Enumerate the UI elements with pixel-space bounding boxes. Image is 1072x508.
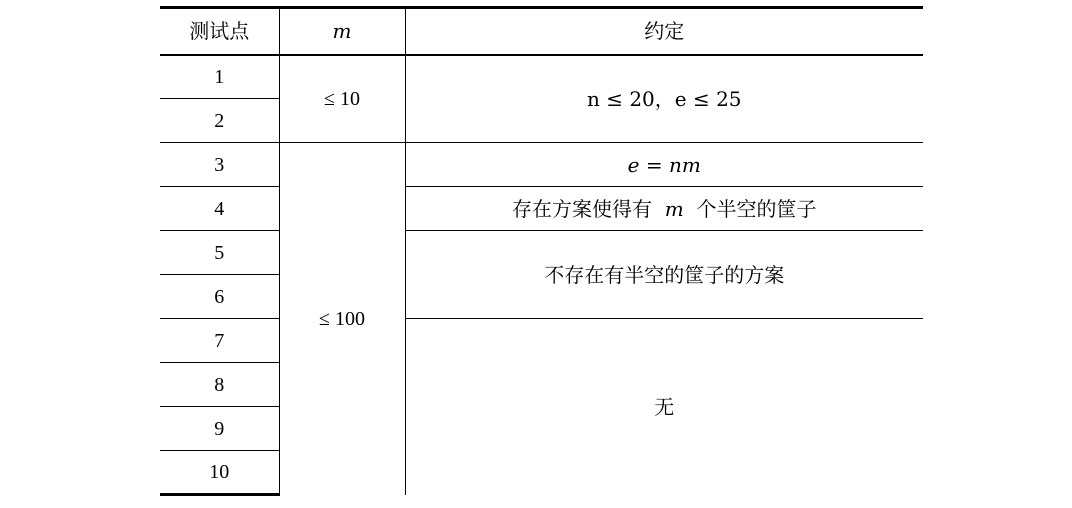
test-point-cell: 6 bbox=[160, 275, 279, 319]
test-point-cell: 2 bbox=[160, 99, 279, 143]
m-range-cell: ≤ 100 bbox=[279, 143, 405, 495]
convention-cell bbox=[405, 187, 923, 231]
convention-cell bbox=[405, 55, 923, 143]
header-convention: 约定 bbox=[405, 8, 923, 55]
constraint-table bbox=[160, 6, 923, 496]
table-row bbox=[160, 231, 923, 275]
convention-var-m: m bbox=[664, 196, 684, 221]
convention-text-before: 存在方案使得有 bbox=[512, 196, 653, 221]
test-point-cell: 9 bbox=[160, 407, 279, 451]
table-row bbox=[160, 187, 923, 231]
header-test-point: 测试点 bbox=[160, 8, 279, 55]
convention-cell: 无 bbox=[405, 319, 923, 495]
convention-cell: e = nm bbox=[405, 143, 923, 187]
test-point-cell: 3 bbox=[160, 143, 279, 187]
test-point-cell: 8 bbox=[160, 363, 279, 407]
table-row bbox=[160, 143, 923, 187]
convention-text: n ≤ 20，e ≤ 25 bbox=[586, 86, 742, 111]
m-range-cell: ≤ 10 bbox=[279, 55, 405, 143]
test-point-cell: 7 bbox=[160, 319, 279, 363]
test-point-cell: 5 bbox=[160, 231, 279, 275]
convention-text-after: 个半空的筐子 bbox=[696, 196, 817, 221]
convention-cell: 不存在有半空的筐子的方案 bbox=[405, 231, 923, 319]
table-row bbox=[160, 55, 923, 99]
test-point-cell: 4 bbox=[160, 187, 279, 231]
header-m: m bbox=[279, 8, 405, 55]
table-row bbox=[160, 319, 923, 363]
test-point-cell: 1 bbox=[160, 55, 279, 99]
header-row bbox=[160, 8, 923, 55]
test-point-cell: 10 bbox=[160, 451, 279, 495]
